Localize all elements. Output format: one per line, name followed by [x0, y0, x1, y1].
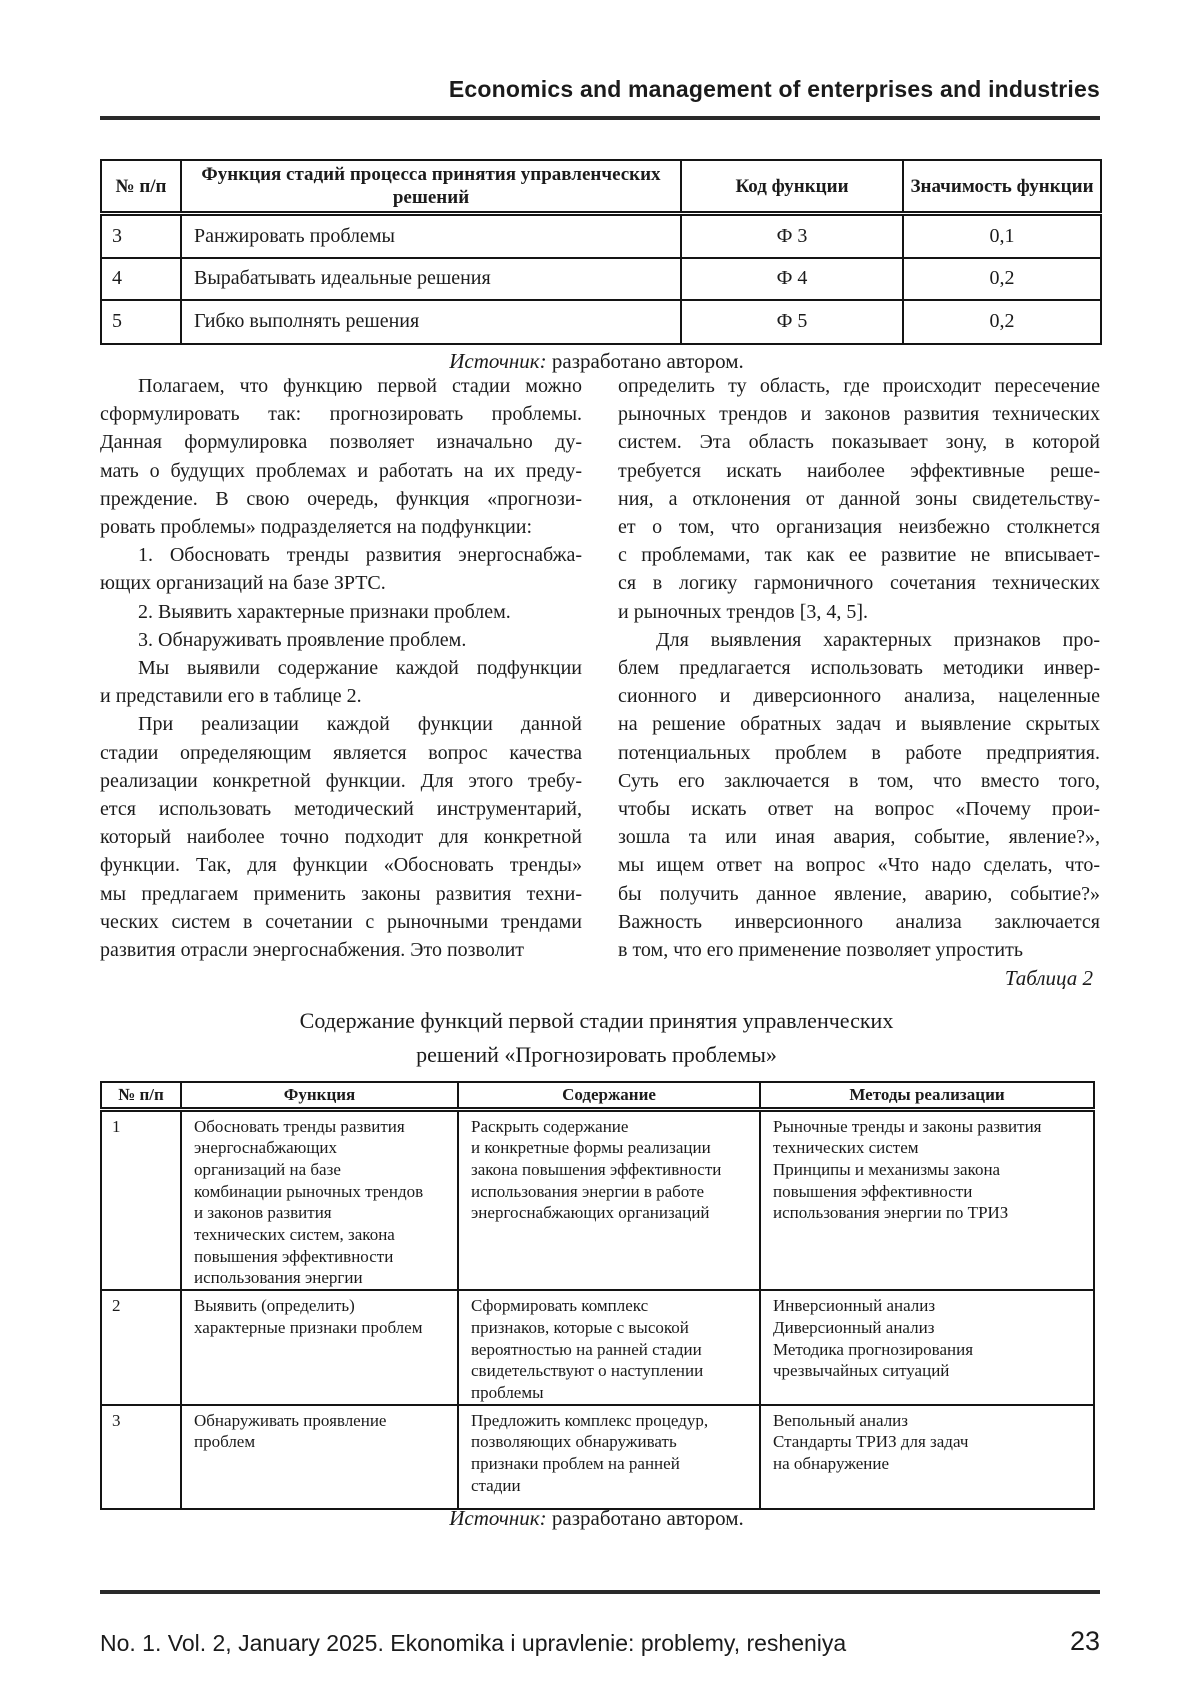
table-header-row: [101, 1082, 1094, 1109]
table-row: [101, 300, 1101, 344]
journal-header-title: Economics and management of enterprises and industries: [448, 76, 1100, 102]
header-rule: [100, 116, 1100, 120]
table-header-weight: Значимость функции: [903, 160, 1101, 214]
table-cell-weight: 0,1: [903, 214, 1101, 258]
source-text: разработано автором.: [546, 349, 744, 373]
paragraph-continuation: определить ту область, где происходит пересечение рыночных трендов и законов развития технических систем. Эта область показывает зону, в которой требуется искать наиболее эффективные реше- ния, а отклонения от данной зоны свидетельству- ет о том, что организация неизбежно столкнется с проблемами, так как ее развитие не вписывает- ся в логику гармоничного сочетания технических и рыночных трендов [3, 4, 5].: [618, 375, 1100, 623]
table-cell-num: 2: [101, 1290, 181, 1405]
table-cell-num: 4: [101, 258, 181, 300]
table-cell-function: Обосновать тренды развития энергоснабжающих организаций на базе комбинации рыночных трендов и законов развития технических систем, закона повышения эффективности использования энергии: [181, 1109, 458, 1290]
table-cell-code: Ф 5: [681, 300, 903, 344]
table-header-num: № п/п: [101, 1082, 181, 1109]
table-header-code: Код функции: [681, 160, 903, 214]
footer-rule: [100, 1590, 1100, 1594]
list-item-paragraph: 3. Обнаруживать проявление проблем.: [138, 628, 467, 651]
table-cell-function: Вырабатывать идеальные решения: [181, 258, 681, 300]
table-row: [101, 214, 1101, 258]
table-cell-weight: 0,2: [903, 258, 1101, 300]
table-header-num: № п/п: [101, 160, 181, 214]
table-cell-methods: Рыночные тренды и законы развития технических систем Принципы и механизмы закона повышения эффективности использования энергии по ТРИЗ: [760, 1109, 1094, 1290]
table-header-methods: Методы реализации: [760, 1082, 1094, 1109]
decision-stage-functions-table: [100, 159, 1102, 345]
table-cell-content: Предложить комплекс процедур, позволяющих обнаруживать признаки проблем на ранней стадии: [458, 1405, 760, 1509]
table-cell-function: Выявить (определить) характерные признаки проблем: [181, 1290, 458, 1405]
list-item-paragraph: 2. Выявить характерные признаки проблем.: [138, 600, 511, 623]
paragraph: Для выявления характерных признаков про- блем предлагается использовать методики инвер- сионного и диверсионного анализа, нацеленные на решение обратных задач и выявление скрытых потенциальных проблем в работе предприятия. Суть его заключается в том, что вместо того, чтобы искать ответ на вопрос «Почему прои- зошла та или иная авария, событие, явление?», мы ищем ответ на вопрос «Что надо сделать, что- бы получить данное явление, аварию, событие?» Важность инверсионного анализа заключается в том, что его применение позволяет упростить: [618, 628, 1100, 962]
table-header-content: Содержание: [458, 1082, 760, 1109]
table-cell-function: Обнаруживать проявление проблем: [181, 1405, 458, 1509]
paragraph: Мы выявили содержание каждой подфункции и представили его в таблице 2.: [100, 657, 582, 708]
table-cell-function: Ранжировать проблемы: [181, 214, 681, 258]
table-cell-num: 3: [101, 214, 181, 258]
table-cell-content: Раскрыть содержание и конкретные формы реализации закона повышения эффективности использования энергии в работе энергоснабжающих организаций: [458, 1109, 760, 1290]
stage1-functions-contents-table: [100, 1081, 1095, 1510]
table-row: [101, 1405, 1094, 1509]
table-cell-weight: 0,2: [903, 300, 1101, 344]
source-label: Источник:: [449, 1506, 547, 1530]
table-row: [101, 258, 1101, 300]
table-cell-num: 5: [101, 300, 181, 344]
table-cell-code: Ф 3: [681, 214, 903, 258]
source-text: разработано автором.: [546, 1506, 744, 1530]
table-cell-methods: Вепольный анализ Стандарты ТРИЗ для задач на обнаружение: [760, 1405, 1094, 1509]
table-header-function: Функция стадий процесса принятия управленческих решений: [181, 160, 681, 214]
table2-source-line: [100, 1506, 1093, 1531]
table-row: [101, 1109, 1094, 1290]
footer-journal-info: No. 1. Vol. 2, January 2025. Ekonomika i upravlenie: problemy, resheniya: [100, 1630, 847, 1656]
table-row: [101, 1290, 1094, 1405]
table-header-function: Функция: [181, 1082, 458, 1109]
paragraph: При реализации каждой функции данной стадии определяющим является вопрос качества реализации конкретной функции. Для этого требу- ется использовать методический инструментарий, который наиболее точно подходит для конкретной функции. Так, для функции «Обосновать тренды» мы предлагаем применить законы развития техни- ческих систем в сочетании с рыночными трендами развития отрасли энергоснабжения. Это позволит: [100, 713, 582, 962]
table-cell-function: Гибко выполнять решения: [181, 300, 681, 344]
source-label: Источник:: [449, 349, 547, 373]
table2-title: Содержание функций первой стадии принятия управленческих решений «Прогнозировать проблемы»: [299, 1008, 894, 1067]
paragraph: Полагаем, что функцию первой стадии можно сформулировать так: прогнозировать проблемы. Данная формулировка позволяет изначально ду- мать о будущих проблемах и работать на их преду- преждение. В свою очередь, функция «прогнози- ровать проблемы» подразделяется на подфункции:: [100, 375, 582, 539]
footer-page-number: 23: [1069, 1626, 1100, 1656]
table2-caption: Таблица 2: [1004, 966, 1093, 990]
table-cell-methods: Инверсионный анализ Диверсионный анализ Методика прогнозирования чрезвычайных ситуаций: [760, 1290, 1094, 1405]
table1-source-line: [100, 349, 1093, 374]
table-cell-code: Ф 4: [681, 258, 903, 300]
table-header-row: [101, 160, 1101, 214]
body-right-column: [618, 372, 1100, 964]
table-cell-num: 1: [101, 1109, 181, 1290]
table-cell-num: 3: [101, 1405, 181, 1509]
list-item-paragraph: 1. Обосновать тренды развития энергоснабжа- ющих организаций на базе ЗРТС.: [100, 544, 582, 595]
table-cell-content: Сформировать комплекс признаков, которые с высокой вероятностью на ранней стадии свидетельствуют о наступлении проблемы: [458, 1290, 760, 1405]
body-left-column: [100, 372, 582, 964]
